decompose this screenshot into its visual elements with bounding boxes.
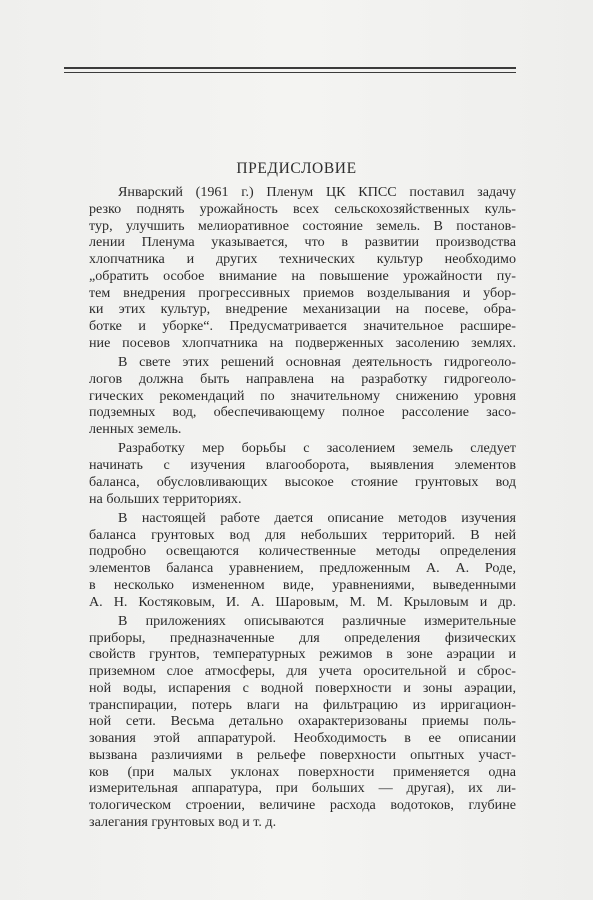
text-line: баланса грунтовых вод для небольших территорий. В ней: [89, 526, 516, 543]
text-line: хлопчатника и других технических культур необходимо: [89, 251, 516, 267]
text-line: ной сети. Весьма детально охарактеризованы приемы поль-: [89, 713, 516, 730]
text-line: ки этих культур, внедрение механизации на посеве, обра-: [89, 301, 516, 318]
header-rule-thick: [64, 67, 516, 69]
text-line: зования этой аппаратурой. Необходимость в ее описании: [89, 730, 516, 746]
text-line: ботке и уборке“. Предусматривается значительное расшире-: [89, 318, 516, 334]
paragraph: [89, 184, 516, 352]
text-line: В свете этих решений основная деятельность гидрогеоло-: [118, 354, 516, 370]
text-line: В приложениях описываются различные измерительные: [118, 612, 516, 629]
text-line: баланса, обусловливающих высокое стояние грунтовых вод: [89, 473, 516, 490]
text-line: на больших территориях.: [89, 490, 242, 507]
text-line: свойств грунтов, температурных режимов в зоне аэрации и: [89, 646, 516, 663]
text-line: А. Н. Костяковым, И. А. Шаровым, М. М. Крыловым и др.: [89, 593, 516, 610]
text-line: гических рекомендаций по значительному снижению уровня: [89, 387, 516, 404]
text-line: ние посевов хлопчатника на подверженных засолению землях.: [89, 334, 516, 351]
text-line: лении Пленума указывается, что в развитии производства: [89, 234, 516, 251]
page-heading: ПРЕДИСЛОВИЕ: [236, 160, 357, 177]
text-line: измерительная аппаратура, при больших — другая), их ли-: [89, 780, 516, 797]
text-line: элементов баланса уравнением, предложенным А. А. Роде,: [89, 560, 516, 576]
text-line: В настоящей работе дается описание методов изучения: [118, 509, 516, 526]
text-line: в несколько измененном виде, уравнениями, выведенными: [89, 576, 516, 593]
text-line: ной воды, испарения с водной поверхности и зоны аэрации,: [89, 679, 516, 696]
text-line: подземных вод, обеспечивающему полное рассоление засо-: [89, 404, 516, 421]
text-line: начинать с изучения влагооборота, выявления элементов: [89, 457, 516, 473]
text-line: тур, улучшить мелиоративное состояние земель. В постанов-: [89, 217, 516, 234]
text-line: тологическом строении, величине расхода водотоков, глубине: [89, 797, 516, 813]
text-line: залегания грунтовых вод и т. д.: [89, 813, 277, 830]
text-line: тем внедрения прогрессивных приемов возделывания и убор-: [89, 284, 516, 301]
text-line: Январский (1961 г.) Пленум ЦК КПСС поставил задачу: [118, 184, 516, 200]
text-line: ков (при малых уклонах поверхности применяется одна: [89, 763, 516, 780]
text-line: приборы, предназначенные для определения физических: [89, 629, 516, 646]
paragraph: [89, 613, 516, 831]
body-text: [89, 184, 516, 831]
text-line: приземном слое атмосферы, для учета оросительной и сброс-: [89, 663, 516, 679]
text-line: Разработку мер борьбы с засолением земель следует: [118, 440, 516, 457]
text-line: подробно освещаются количественные методы определения: [89, 543, 516, 560]
text-line: логов должна быть направлена на разработку гидрогеоло-: [89, 370, 516, 387]
paragraph: [89, 510, 516, 611]
text-line: вызвана различиями в рельефе поверхности опытных участ-: [89, 746, 516, 763]
paragraph: [89, 354, 516, 438]
header-rule-thin: [64, 72, 516, 73]
text-line: транспирации, потерь влаги на фильтрацию из ирригацион-: [89, 696, 516, 713]
text-line: „обратить особое внимание на повышение урожайности пу-: [89, 267, 516, 284]
text-line: резко поднять урожайность всех сельскохозяйственных куль-: [89, 200, 516, 217]
text-line: ленных земель.: [89, 421, 182, 437]
paragraph: [89, 440, 516, 507]
